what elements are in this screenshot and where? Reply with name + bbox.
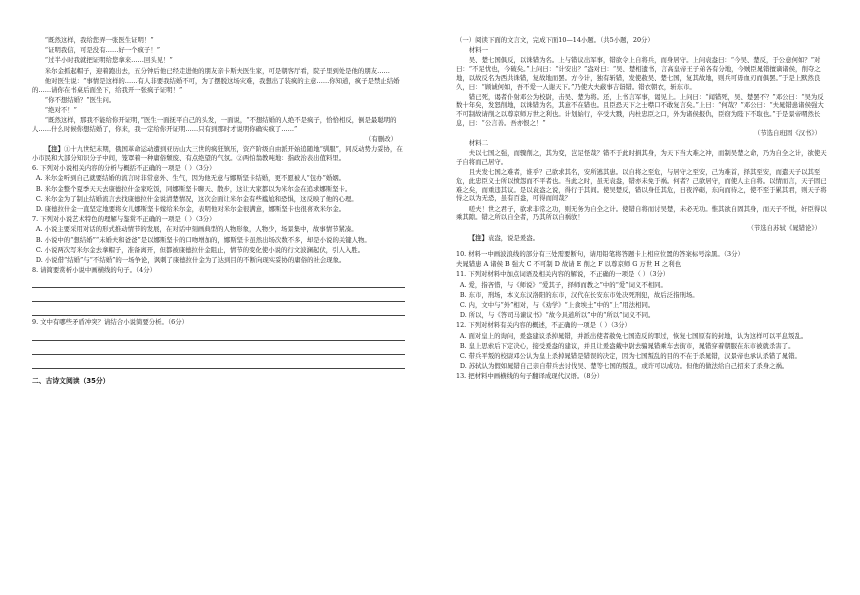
material-2-source: （节选自苏轼《晁错论》） <box>747 223 821 232</box>
answer-line-8a[interactable] <box>32 276 405 288</box>
material-1-title: 材料一 <box>468 46 488 55</box>
note-label: 【注】 <box>44 145 64 154</box>
q11-option-c: C. 内，文中与“外”相对，与《劝学》“上食埃土”中的“上”用法相同。 <box>459 300 655 309</box>
material-1-para-1: 吴、楚七国俱反，以诛错为名。上与错议出军事，错欲令上自将兵，而身居守。上问袁盎曰：“今吴、楚反，于公意何如？”对曰：“不足忧也，今破矣。”上问曰：“计安出？”盎对曰：“吴、楚相遗书，言高皇帝王子弟各有分地，今贼臣晁错擅谪诸侯，削夺之地，以故反名为西共诛错，复故地而罢。方今计，独有斩错，发使赦吴、楚七国，复其故地，则兵可毋血刃而俱罢。”于是上默然良久，曰：“顾诚何如，吾不爱一人谢天下。”乃使大夫蔽事吉诣错。错衣朝衣，斩东市。 <box>456 56 821 91</box>
q6-option-a: A. 米尔金听到自己就要结婚的流言时非常意外、生气，因为他无意与娜斯坚卡结婚，更不愿被人“包办”婚姻。 <box>35 174 346 183</box>
q11-option-a: A. 爱，指吝惜，与《师说》“爱其子，择师而教之”中的“爱”词义不相同。 <box>459 280 667 289</box>
material-1-para-2: 错已死，谒者仆射邓公为校尉，击吴、楚为将。还，上书言军事，谒见上。上问曰：“闻错死，吴、楚罢不？”邓公曰：“吴为反数十年矣，发怒削地，以诛错为名，其意不在错也。且臣恐天下之士噤口不敢复言矣。”上曰：“何哉？”邓公曰：“夫晁错患诸侯强大不可制故请削之以尊京师万世之利也。计划始行，卒受大戮，内杜忠臣之口，外为诸侯报仇，臣窃为陛下不取也。”于是景帝喟然长息，曰：“公言善。吾亦恨之！” <box>456 92 824 127</box>
q11-option-d: D. 所以，与《答司马谏议书》“故今具道所以”中的“所以”词义不同。 <box>459 311 655 320</box>
material-2-para-3: 嗟夫！世之君子，欲求非常之功，则无务为自全之计。使错自将而讨吴楚，未必无功。惟其欲自固其身，而天子不悦，奸臣得以乘其隙。错之所以自全者，乃其所以自祸欤！ <box>456 204 827 222</box>
story-line-3: “过半小时我就把证明给您拿来……回头见！” <box>44 56 173 65</box>
story-line-1: “既然这样，我给您弄一张医生证明！” <box>44 36 154 44</box>
story-line-2: “证明我信，可是没有……好一个疯子！” <box>44 46 160 55</box>
q7-option-d: D. 小说借“结婚”与“不结婚”的一场争论，讽刺了康德拉什金为了达到目的不断向现实妥协的庸俗的社会现象。 <box>35 255 346 264</box>
q12-option-b: B. 皇上思索后下定决心，接受爰盎的建议，并且让爰盎戴中尉去骗晁错乘车去街市，晁错穿着朝服在东市被就杀害了。 <box>459 341 795 350</box>
q6-option-d: D. 康德拉什金一直坚定地要将女儿娜斯坚卡嫁给米尔金，表明他对米尔金很满意，娜斯坚卡也很喜欢米尔金。 <box>35 204 346 213</box>
question-13: 13. 把材料中画横线的句子翻译成现代汉语。（8分） <box>456 372 604 381</box>
answer-line-8b[interactable] <box>32 290 405 302</box>
q7-option-a: A. 小说主要采用对话的形式推动情节的发展，在对话中刻画典型的人物形象，人物少，场景集中，故事情节紧凑。 <box>35 225 358 234</box>
story-source: （有删改） <box>365 135 397 144</box>
material-2-title: 材料二 <box>468 139 488 148</box>
story-line-7: “绝对不！” <box>44 105 77 114</box>
q12-option-c: C. 带兵平叛的校尉邓公认为皇上杀掉晁错是错误的决定，因为七国叛乱的目的不在于杀晁错，汉景帝也承认杀错了晁错。 <box>459 352 801 360</box>
left-column <box>32 36 405 386</box>
q6-option-b: B. 米尔金整个夏季天天去康德拉什金家吃饭，同娜斯坚卡聊天、散步，这让大家都以为米尔金在追求娜斯坚卡。 <box>35 184 352 193</box>
material-1-source: （节选自班固《汉书》） <box>753 129 821 138</box>
story-line-8: “既然这样，那我不能给你开证明，”医生一面抚平自己的头发，一面说，“不想结婚的人绝不是疯子，恰恰相反，倒是最聪明的人……什么时候你想结婚了，你来，我一定给你开证明……只有到那时才说明你确实疯了……” <box>32 116 397 133</box>
m2-note-text: 袁盎，说是爰盎。 <box>487 233 540 242</box>
question-8: 8. 请简要赏析小说中画横线的句子。（4分） <box>32 266 157 275</box>
q11-option-b: B. 东市，刑场，本义东汉洛阳的东市，汉代在长安东市处决死刑犯，故后泛指刑场。 <box>459 290 699 299</box>
q12-option-a: A. 面对皇上的询问，爰盎建议杀掉晁错，并派出使者赦免七国造反的罪过，恢复七国原有的封地，认为这样可以平息叛乱。 <box>459 331 808 340</box>
answer-line-8c[interactable] <box>32 304 405 316</box>
story-note <box>32 145 405 162</box>
question-7: 7. 下列对小说艺术特色的理解与鉴赏不正确的一项是（ ）（3分） <box>32 215 216 224</box>
question-10: 10. 材料一中画波浪线的部分有三处需要断句，请用铅笔将答题卡上相应位置的答案标号涂黑。（3分） <box>456 249 744 258</box>
q6-option-c: C. 米尔金为了制止结婚流言去找康德拉什金说清楚情况，这次会面让米尔金有些尴尬和恐惧，这反映了他的心理。 <box>35 194 358 203</box>
right-column <box>456 36 829 383</box>
question-6: 6. 下列对小说相关内容的分析与概括不正确的一项是（ ）（3分） <box>32 164 216 173</box>
question-9: 9. 文中有哪些矛盾冲突？请结合小说简要分析。（6分） <box>32 318 188 327</box>
classical-intro: （一）阅读下面的文言文，完成下面10—14小题。（共5小题，20分） <box>456 36 654 44</box>
question-11: 11. 下列对材料中加点词语及相关内容的解说，不正确的一项是（ ）（3分） <box>456 270 670 279</box>
note-text: ①十九世纪末期，俄国革命运动遭到亚历山大三世的疯狂镇压，资产阶级自由派开始追随地“驯服”，同反动势力妥协，在小市民和大部分知识分子中间，笼罩着一种庸俗颓废、有点绝望的气氛。②两怕翁教吨地：指政治表出值料里。 <box>32 145 403 162</box>
material-2-para-2: 且夫发七国之难者，谁乎？己欲求其名，安所逃其患。以自将之至危，与居守之至安，己为难首，择其至安，而遣天子以其至危，此忠臣义士所以愤怨而不平者也。当此之时，虽无袁盎，错亦未免于祸。何者？己欲居守，而使人主自将。以情而言，天子固已难之矣，而重违其议。是以袁盎之说，得行于其间。使吴楚反，错以身任其危，日夜淬砺，东向而待之，使不至于累其君，则天子将恃之以为无恐，虽有百盎，可得而间哉？ <box>456 168 827 203</box>
q10-text: 夫晁错患 A 诸侯 B 强大 C 不可制 D 故请 E 削之 F 以尊京师 G 万世 H 之利也 <box>456 260 681 269</box>
material-2-note <box>456 234 829 243</box>
story-line-5: 他对医生说：“事情是这样的……有人非要我结婚不可，为了摆脱这场灾难，我想出了装疯的主意……你知道，疯子是禁止结婚的……请你在书桌后面坐下，给我开一张疯子证明！” <box>32 76 400 94</box>
story-line-6: “你不想结婚？”医生问。 <box>44 95 116 104</box>
section-2-heading: 二、古诗文阅读（35分） <box>32 376 110 385</box>
q12-option-d: D. 苏轼认为假如晁错自己亲自带兵去讨伐吴、楚等七国的叛乱，或许可以成功。但他的做法给自己招来了杀身之祸。 <box>459 362 789 371</box>
q7-option-c: C. 小说两次写米尔金去拿帽子，准备离开，但都被康德拉什金阻止，情节的变化使小说的行文波澜起伏，引人入胜。 <box>35 245 365 254</box>
q7-option-b: B. 小说中的“想结婚”“未婚夫和爸爸”是以娜斯坚卡的口吻增加的，娜斯坚卡虽然出场次数不多，却是小说的关键人物。 <box>35 235 371 244</box>
material-2-para-1: 夫以七国之强，而骤削之，其为变，岂足怪哉？错不于此时捐其身，为天下当大难之冲，而制吴楚之命，乃为自全之计，欲使天子自将而己居守。 <box>456 149 827 167</box>
answer-line-9b[interactable] <box>32 343 405 355</box>
answer-line-9a[interactable] <box>32 329 405 341</box>
m2-note-label: 【注】 <box>468 233 488 242</box>
answer-line-9c[interactable] <box>32 357 405 369</box>
question-12: 12. 下列对材料有关内容的概述，不正确的一项是（ ）（3分） <box>456 321 631 330</box>
story-line-4: 米尔金抓起帽子，迎着跑出去，五分钟后他已经走进他的朋友亲卡斯夫医生家，可是朝客厅看，院子里到处是他的朋友…… <box>44 66 390 75</box>
